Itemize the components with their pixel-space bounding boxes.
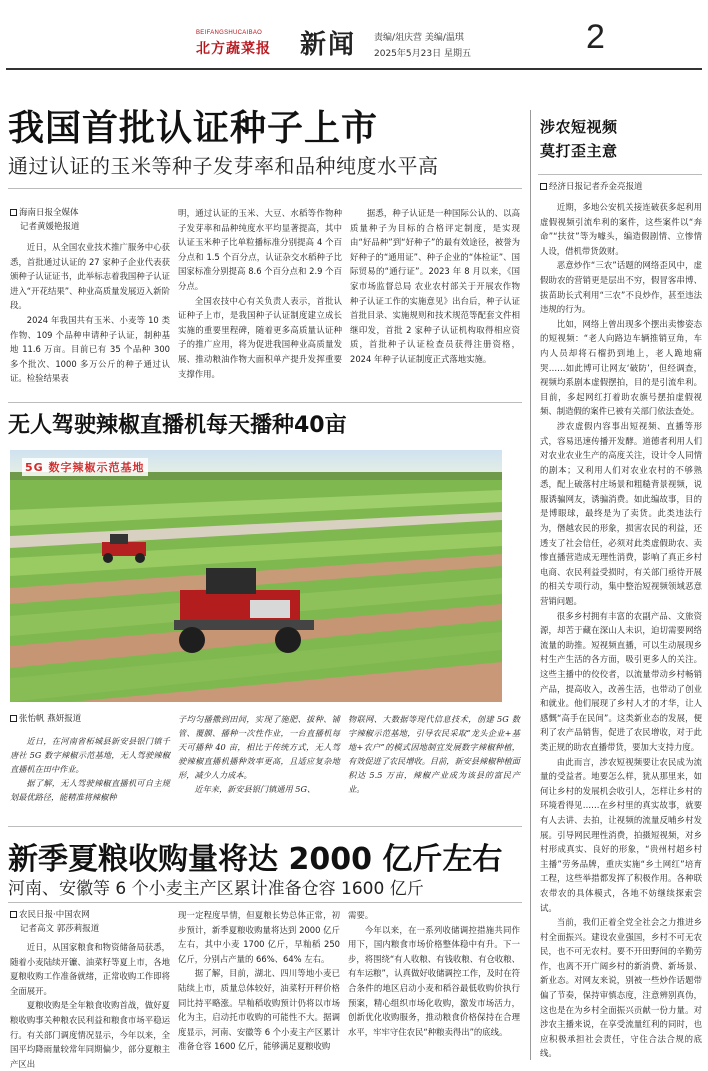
- drone-column-2: [178, 712, 340, 820]
- paragraph: 近日，在河南省柘城县新安县银门镇千唐社 5G 数字辣椒示范基地，无人驾驶辣椒直播机在田中作业。: [10, 736, 170, 774]
- drone-byline-text: 张怡帆 燕妍报道: [19, 714, 82, 724]
- field-photo: [10, 450, 502, 702]
- paragraph: 据悉，种子认证是一种国际公认的、以高质量种子为目标的合格评定制度，是实现由“好品种”到“好种子”的最有效途径，被誉为好种子的“通用证”、种子企业的“体检证”、国际贸易的“通行证”。2023 年 8 月以来，《国家市场监督总局 农业农村部关于开展农作物种子认证工作的实施意见》出台后，种子认证首批目录、实施规则和技术规范等配套文件相继印发，首批 2 家种子认证机构取得相应资质，首批种子认证检查员获得注册资格，2024 年种子认证制度正式落地实施。: [350, 208, 520, 364]
- paragraph: 夏粮收购是全年粮食收购首战，做好夏粮收购事关种粮农民利益和粮食市场平稳运行。有关部门调度情况显示，今年以来，全国平均降雨量较常年同期偏少，部分夏粮主产区出: [10, 1000, 170, 1069]
- lead-column-1: [10, 240, 170, 402]
- paragraph: 由此而言，涉农短视频要让农民成为流量的受益者。地要怎么样，犹从那里来，如何让乡村的发展机会收引人，怎样让乡村的环境看得见……在乡村里的真实故事，就要有人去讲、去拍，让视频的流量反哺乡村发展。引导网民理性消费，拍摄短视频，对乡村形成真实、良好的形象，“贵州村超乡村主播”劳务品牌，重庆实施“乡土网红”培育工程，这些举措都发挥了积极作用。各种联农带农的具体模式，各地不妨继续探索尝试。: [540, 756, 702, 913]
- square-bullet-icon: [10, 911, 17, 918]
- grain-headline: 新季夏粮收购量将达 2000 亿斤左右: [8, 842, 503, 877]
- lead-byline: [10, 206, 80, 234]
- paragraph: 需要。: [348, 910, 374, 920]
- paragraph: 子均匀播撒到田间，实现了施肥、拔种、铺管、覆膜、播种一次性作业，一台直播机每天可播种 40 亩，相比于传统方式，无人驾驶辣椒直播机播种效率更高，且适应复杂地形，减少人力成本。: [178, 714, 340, 780]
- grain-column-1: [10, 940, 170, 1069]
- square-bullet-icon: [10, 209, 17, 216]
- masthead: [0, 0, 708, 72]
- paragraph: 明，通过认证的玉米、大豆、水稻等作物种子发芽率和品种纯度水平均显著提高，其中认证玉米种子比单粒播标准分别提高 4 个百分点和 1.5 个百分点，认证杂交水稻种子比国家标准分别提高 8.6 个百分点和 2.9 个百分点。: [178, 208, 342, 291]
- paragraph: 比如，网络上曾出现多个摆出卖惨姿态的短视频：“老人向路边车辆推销豆角，车内人员却将石榴扔到地上，老人跪地痛哭……如此博可让网友‘破防’，但经调查，视频均系剧本虚假摆拍，目的是引流牟利。目前，多起网红打着助农旗号摆拍虚假视频、制造假的案件已被有关部门依法查处。: [540, 318, 702, 417]
- lead-column-3: [350, 206, 520, 402]
- side-column: [540, 200, 702, 1060]
- lead-byline-source: 海南日报全媒体: [19, 208, 79, 218]
- paragraph: 物联网、大数据等现代信息技术，创建 5G 数字辣椒示范基地，引导农民采取“龙头企业+基地+农户”的模式因地制宜发展数字辣椒种植，有效促进了农民增收。目前，新安县辣椒种植面积达 5.5 万亩，辣椒产业成为该县的富民产业。: [348, 714, 520, 794]
- paragraph: 近年来，新安县银门镇通用 5G、: [194, 784, 316, 794]
- editor-credits: 责编/俎庆营 美编/温琪: [374, 33, 464, 43]
- paragraph: 现一定程度旱情，但夏粮长势总体正常，初步预计，新季夏粮收购量将达到 2000 亿斤左右，其中小麦 1700 亿斤，早籼稻 250 亿斤，分别占产量的 66%、64% 左右。: [178, 910, 340, 964]
- page-number: 2: [586, 18, 605, 56]
- section-name: 新闻: [300, 30, 357, 60]
- issue-date: 2025年5月23日 星期五: [374, 49, 471, 59]
- grain-byline-author: 记者高文 郭莎莉报道: [20, 924, 100, 934]
- grain-rule: [8, 826, 522, 827]
- paragraph: 2024 年我国共有玉米、小麦等 10 类作物、109 个品种申请种子认证，制种基地 11.6 万亩。目前已有 35 个品种 300 多个批次、1000 多万公斤的种子通过认证。检验结果表: [10, 314, 170, 384]
- side-byline-text: 经济日报记者乔金亮报道: [549, 182, 643, 192]
- column-divider: [530, 110, 531, 1060]
- square-bullet-icon: [540, 183, 547, 190]
- grain-subheadline: 河南、安徽等 6 个小麦主产区累计准备仓容 1600 亿斤: [8, 879, 424, 899]
- lead-column-2: [178, 206, 342, 402]
- lead-byline-author: 记者黄媛艳报道: [20, 222, 80, 232]
- grain-column-2: [178, 908, 340, 1060]
- photo-sign: 5G 数字辣椒示范基地: [22, 458, 148, 476]
- paragraph: 据了解，无人驾驶辣椒直播机可自主规划最优路径，能精准将辣椒种: [10, 778, 170, 802]
- paragraph: 恶意炒作“三农”话题的网络歪风中，虚假助农的营销更是层出不穷，假冒客串博、拔苗助长式利用“三农”不良炒作，甚至违法违规的行为。: [540, 260, 702, 315]
- side-byline: [540, 180, 643, 194]
- side-rule: [538, 174, 702, 175]
- paragraph: 近日，从全国农业技术推广服务中心获悉，首批通过认证的 27 家种子企业代表获颁种子认证证书，此举标志着我国种子认证进入“开花结果”、种业高质量发展迈入新阶段。: [10, 242, 170, 311]
- grain-byline: [10, 908, 99, 936]
- drone-byline: [10, 712, 81, 726]
- lead-headline: 我国首批认证种子上市: [8, 108, 379, 149]
- grain-column-3: [348, 908, 520, 1060]
- drone-column-1: [10, 734, 170, 820]
- paragraph: 全国农技中心有关负责人表示，首批认证种子上市，是我国种子认证制度建立成长实施的重要里程碑，随着更多高质量认证种子的推广应用，将为促进我国种业高质量发展、推动粮油作物大面积单产提升发挥重要支撑作用。: [178, 295, 342, 379]
- paragraph: 近期，多地公安机关接连破获多起利用虚假视频引流牟利的案件，这些案件以“奔命”“扶贫”等为噱头，编造假剧情、立惨情人设，借机带货敛财。: [540, 202, 702, 256]
- square-bullet-icon: [10, 715, 17, 722]
- side-title-line-2: 莫打歪主意: [540, 142, 618, 160]
- logo-pinyin: BEIFANGSHUCAIBAO: [196, 30, 263, 36]
- paragraph: 涉农虚假内容事出短视频、直播等形式，容易迅速传播开发酵。道德者利用人们对农业农业生产的高度关注，设计令人同情的剧本；又利用人们对农业农村的不够熟悉，配上破落村庄场景和粗糙背景视频，说服诱骗网友，诱骗消费。如此编故事，目的是博眼球，最终是为了卖货。此类违法行为，僭越农民的形象，损害农民的利益，还透支了社会信任，必须对此类虚假助农、卖惨直播营造成无理性消费，影响了真正乡村电商、农民利益受损时，有关部门亟待开展的相关专项行动，集中整治短视频领域恶意营销问题。: [540, 420, 702, 607]
- paragraph: 很多乡村拥有丰富的农副产品、文旅资源，却苦于藏在深山人未识，迫切需要网络流量的助推。短视频直播，可以生动展现乡村生产生活的各方面，吸引更多人的关注。这些主播中的佼佼者，以流量带动乡村畅销产品，提高收入，改善生活，也带动了创业和就业。他们展现了乡村人才的才华，让人感慨“高手在民间”。这类新业态的发展，便利了农产品销售，促进了农民增收，对于此类正规的助农直播带货，要加大支持力度。: [540, 610, 702, 752]
- field-photo-illustration: [10, 450, 502, 702]
- newspaper-logo: 北方蔬菜报: [196, 41, 271, 57]
- paragraph: 今年以来，在一系列收储调控措施共同作用下，国内粮食市场价格整体稳中有升。下一步，将围绕“有人收粮、有钱收粮、有仓收粮、有车运粮”，认真做好收储调控工作，及时在符合条件的地区启动小麦和稻谷最低收购价执行预案，精心组织市场化收购，激发市场活力，创新优化收购服务，推动粮食价格保持在合理水平，牢牢守住农民“种粮卖得出”的底线。: [348, 924, 520, 1037]
- lead-rule: [8, 188, 522, 189]
- grain-sub-rule: [8, 902, 522, 903]
- paragraph: 近日，从国家粮食和物资储备局获悉，随着小麦陆续开镰、油菜籽等夏上市，各地夏粮收购工作准备就绪，正常收购工作即将全面展开。: [10, 942, 170, 996]
- grain-byline-source: 农民日报·中国农网: [19, 910, 90, 920]
- side-title-line-1: 涉农短视频: [540, 118, 618, 136]
- paragraph: 当前，我们正着全党全社会之力推进乡村全面振兴。建设农业强国，乡村不可无农民，也不可无农村。要不开田野间的辛勤劳作，也离不开广阔乡村的新消费、新场景、新业态。对网友来说，别被一些炒作话题带偏了节奏，保持审慎态度，注意辨别真伪，这也是在为乡村全面振兴贡献一份力量。对涉农主播来说，在享受流量红利的同时，也应积极承担社会责任，守住合法合规的底线。: [540, 917, 702, 1059]
- masthead-rule: [6, 68, 702, 70]
- drone-rule: [8, 402, 522, 403]
- drone-column-3: [348, 712, 520, 820]
- drone-headline: 无人驾驶辣椒直播机每天播种40亩: [8, 413, 347, 438]
- lead-subheadline: 通过认证的玉米等种子发芽率和品种纯度水平高: [8, 154, 439, 178]
- paragraph: 据了解，目前，湖北、四川等地小麦已陆续上市，质量总体较好，油菜籽开秤价格同比持平略涨。早籼稻收购预计仍将以市场化为主，启动托市收购的可能性不大。据调度显示，河南、安徽等 6 个小麦主产区累计准备仓容 1600 亿斤，能够满足夏粮收购: [178, 968, 340, 1052]
